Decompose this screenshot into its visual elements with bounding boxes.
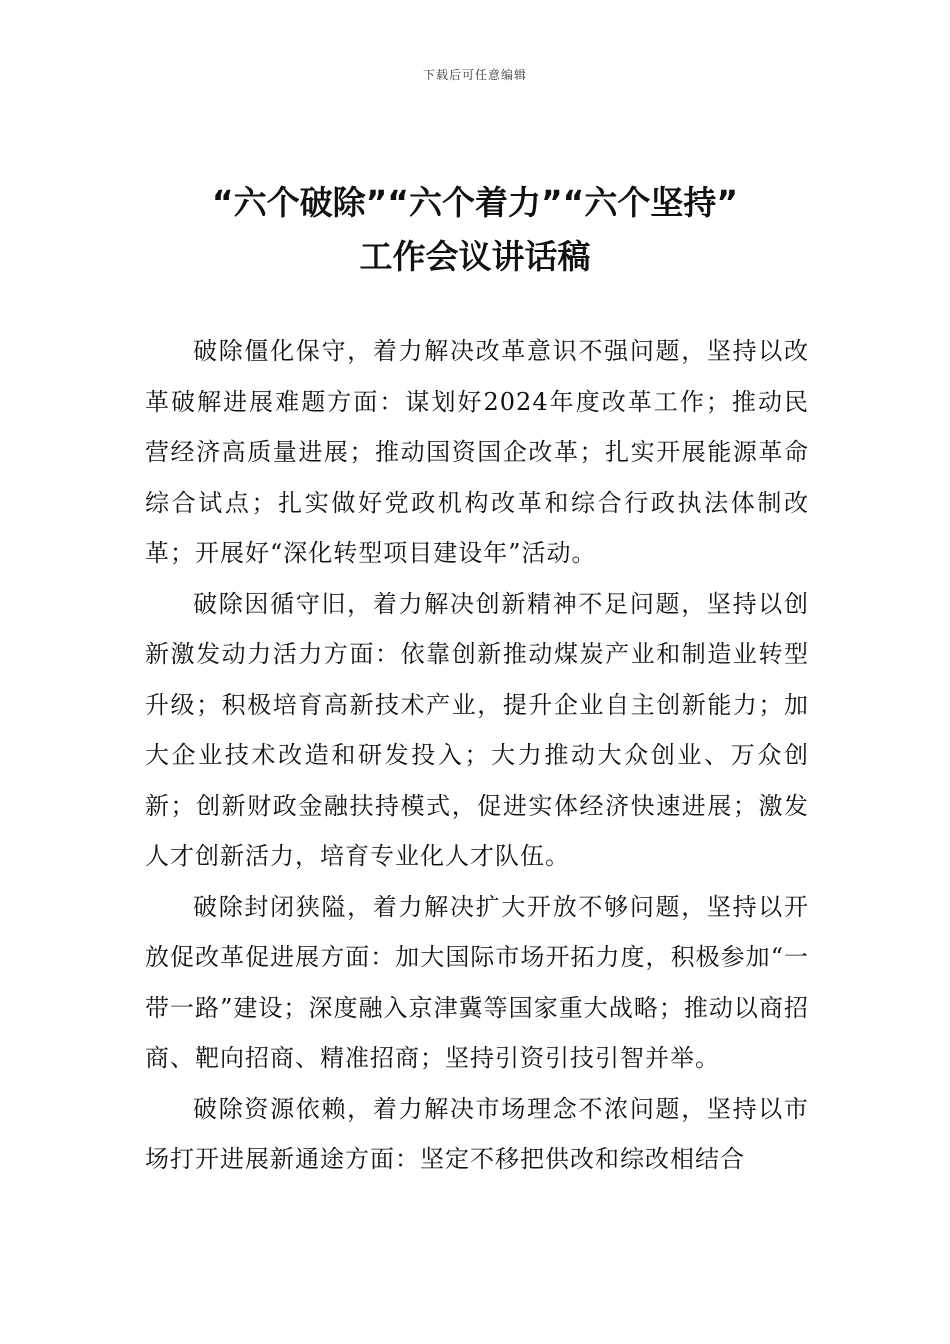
document-body: [145, 326, 809, 1185]
header-note: 下载后可任意编辑: [422, 68, 527, 82]
paragraph: 破除资源依赖，着力解决市场理念不浓问题，坚持以市场打开进展新通途方面：坚定不移把供改和综改相结合: [145, 1094, 809, 1173]
paragraph: 破除僵化保守，着力解决改革意识不强问题，坚持以改革破解进展难题方面：谋划好2024年度改革工作；推动民营经济高质量进展；推动国资国企改革；扎实开展能源革命综合试点；扎实做好党政机构改革和综合行政执法体制改革；开展好“深化转型项目建设年”活动。: [145, 337, 809, 567]
document-title: [100, 176, 850, 284]
paragraph: 破除因循守旧，着力解决创新精神不足问题，坚持以创新激发动力活力方面：依靠创新推动煤炭产业和制造业转型升级；积极培育高新技术产业，提升企业自主创新能力；加大企业技术改造和研发投入；大力推动大众创业、万众创新；创新财政金融扶持模式，促进实体经济快速进展；激发人才创新活力，培育专业化人才队伍。: [145, 589, 809, 870]
title-line-2: 工作会议讲话稿: [359, 237, 591, 276]
paragraph: 破除封闭狭隘，着力解决扩大开放不够问题，坚持以开放促改革促进展方面：加大国际市场开拓力度，积极参加“一带一路”建设；深度融入京津冀等国家重大战略；推动以商招商、靶向招商、精准招商；坚持引资引技引智并举。: [145, 892, 809, 1072]
title-line-1: “六个破除”“六个着力”“六个坚持”: [211, 183, 739, 222]
